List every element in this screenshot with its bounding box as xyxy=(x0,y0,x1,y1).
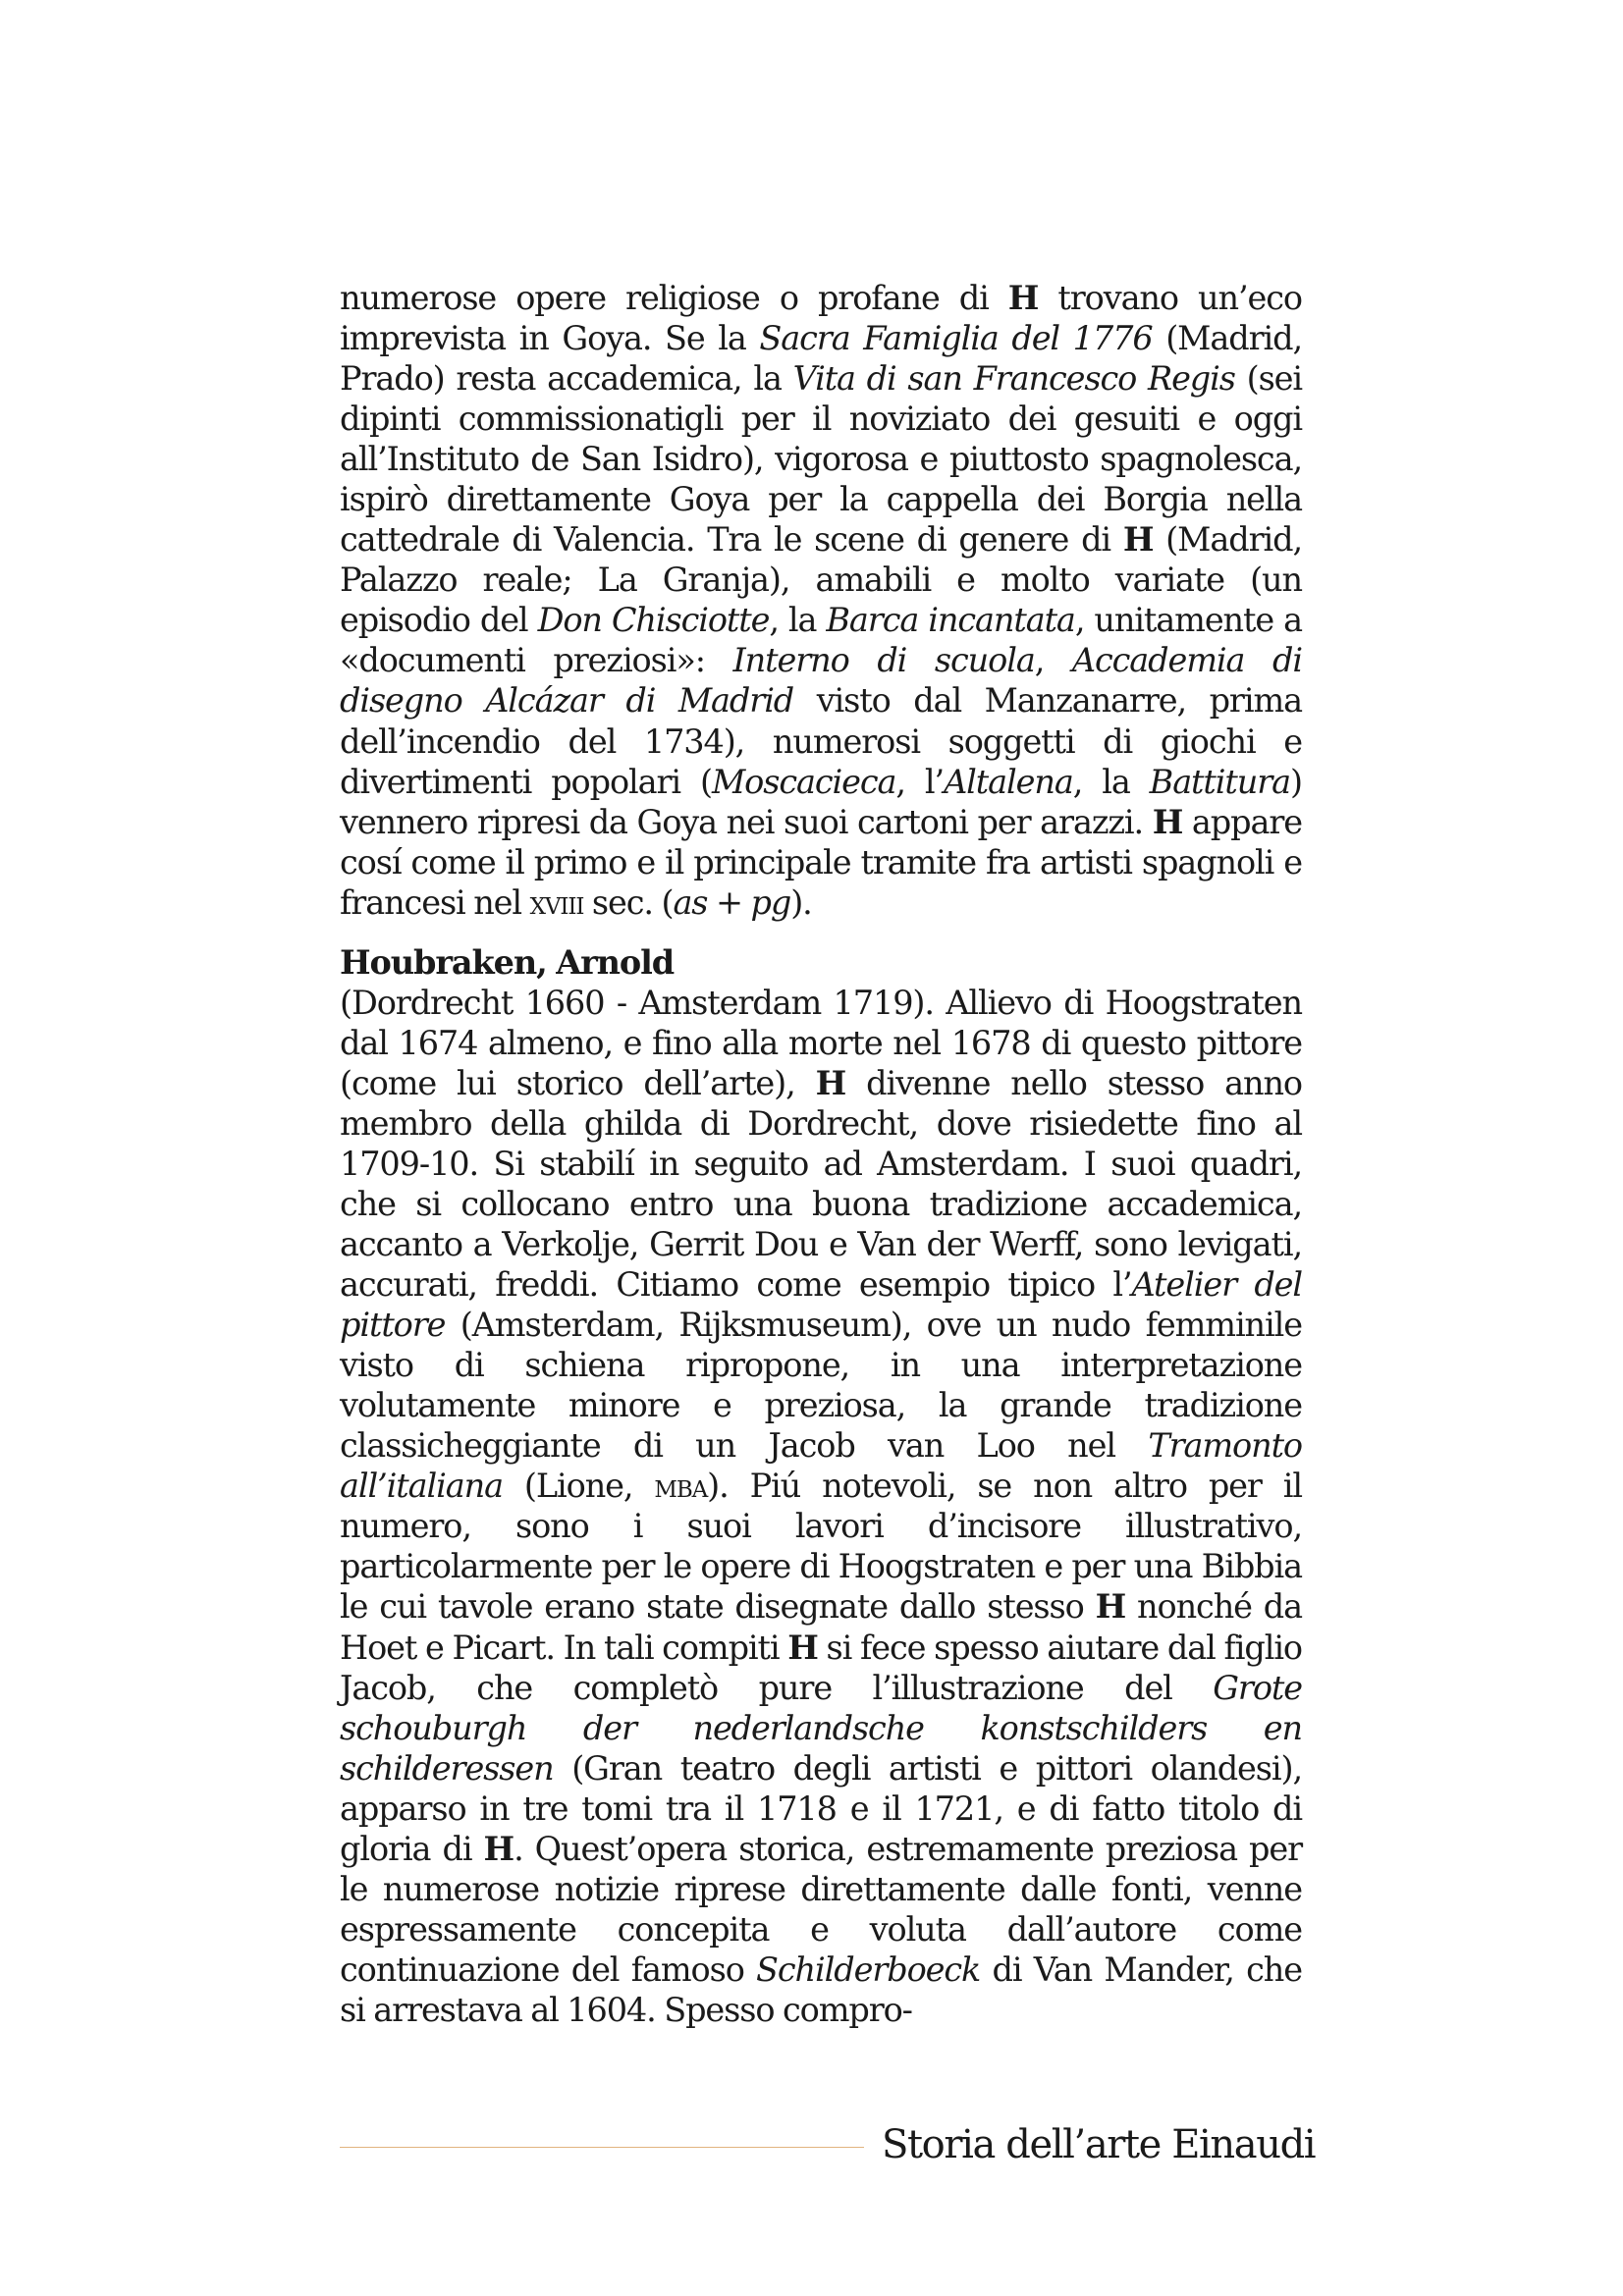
text-run: numerose opere religiose o profane di xyxy=(340,279,1008,317)
text-run: . Quest’opera storica, estremamente preziosa per le numerose notizie riprese direttamente dalle fonti, venne espressamente concepita e voluta dall’autore come continuazione del famoso xyxy=(340,1829,1302,1989)
text-run: (Dordrecht 1660 - Amsterdam 1719). Allievo di Hoogstraten dal 1674 almeno, e fino alla morte nel 1678 di questo pittore (come lui storico dell’arte), xyxy=(340,983,1302,1102)
italic-title: Moscacieca xyxy=(711,762,896,801)
italic-title: Vita di san Francesco Regis xyxy=(792,359,1235,399)
text-run: visto dal Manzanarre, prima dell’incendio del 1734), numerosi soggetti di giochi e divertimenti popolari ( xyxy=(340,681,1302,801)
footer-rule xyxy=(340,2147,864,2148)
text-run: di Van Mander, che si arrestava al 1604. Spesso compro- xyxy=(340,1949,1302,2029)
bold-abbreviation: H xyxy=(1122,520,1154,560)
italic-title: as xyxy=(673,882,708,922)
bold-abbreviation: H xyxy=(483,1829,514,1868)
text-run: nonché da Hoet e Picart. In tali compiti xyxy=(340,1587,1302,1667)
small-caps-text: xviii xyxy=(529,882,584,922)
text-run: appare cosí come il primo e il principale tramite fra artisti spagnoli e francesi nel xyxy=(340,802,1303,922)
entry-heading: Houbraken, Arnold xyxy=(340,942,675,982)
text-run: ). Piú notevoli, se non altro per il numero, sono i suoi lavori d’incisore illustrativo, particolarmente per le opere di Hoogstraten e per una Bibbia le cui tavole erano state disegnate dallo stesso xyxy=(340,1467,1302,1627)
bold-abbreviation: H xyxy=(1152,802,1183,841)
italic-title: Schilderboeck xyxy=(756,1949,981,1989)
text-run: (sei dipinti commissionatigli per il noviziato dei gesuiti e oggi all’Instituto de San Isidro), vigorosa e piuttosto spagnolesca, ispirò direttamente Goya per la cappella dei Borgia nella cattedrale di Valencia. Tra le scene di genere di xyxy=(340,359,1302,560)
footer-title: Storia dell’arte Einaudi xyxy=(882,2122,1316,2167)
text-run: , la xyxy=(1072,762,1150,801)
bold-abbreviation: H xyxy=(1007,279,1039,317)
main-text-column xyxy=(340,278,1302,2030)
italic-title: Grote schouburgh der nederlandsche konstschilders en schilderessen xyxy=(340,1668,1302,1788)
text-run: ). xyxy=(790,882,812,922)
text-run: , xyxy=(1034,641,1072,680)
italic-title: Altalena xyxy=(944,762,1073,801)
text-run: + xyxy=(707,882,751,922)
bold-abbreviation: H xyxy=(815,1063,846,1102)
text-run: si fece spesso aiutare dal figlio Jacob, che completò pure l’illustrazione del xyxy=(340,1628,1302,1707)
text-run: (Lione, xyxy=(502,1467,655,1506)
paragraph-hubert-robert-continuation xyxy=(340,278,1302,923)
italic-title: Sacra Famiglia del 1776 xyxy=(759,319,1153,358)
small-caps-text: mba xyxy=(654,1467,708,1506)
text-run: (Gran teatro degli artisti e pittori olandesi), apparso in tre tomi tra il 1718 e il 1721, e di fatto titolo di gloria di xyxy=(340,1748,1302,1868)
text-run: (Amsterdam, Rijksmuseum), ove un nudo femminile visto di schiena ripropone, in una interpretazione volutamente minore e preziosa, la grande tradizione classicheggiante di un Jacob van Loo nel xyxy=(340,1306,1302,1466)
italic-title: Barca incantata xyxy=(826,601,1075,640)
text-run: (Madrid, Palazzo reale; La Granja), amabili e molto variate (un episodio del xyxy=(340,520,1302,640)
bold-abbreviation: H xyxy=(1095,1587,1126,1627)
text-run: sec. ( xyxy=(583,882,674,922)
text-run: ) vennero ripresi da Goya nei suoi cartoni per arazzi. xyxy=(340,762,1303,841)
italic-title: Accademia di disegno Alcázar di Madrid xyxy=(340,641,1302,721)
italic-title: pg xyxy=(750,882,791,922)
entry-body-houbraken xyxy=(340,983,1302,2030)
text-run: divenne nello stesso anno membro della ghilda di Dordrecht, dove risiedette fino al 1709-10. Si stabilí in seguito ad Amsterdam. I suoi quadri, che si collocano entro una buona tradizione accademica, accanto a Verkolje, Gerrit Dou e Van der Werff, sono levigati, accurati, freddi. Citiamo come esempio tipico l’ xyxy=(340,1063,1302,1305)
italic-title: Don Chisciotte xyxy=(537,601,770,640)
text-run: , l’ xyxy=(895,762,945,801)
text-run: , unitamente a «documenti preziosi»: xyxy=(340,601,1302,680)
italic-title: Battitura xyxy=(1149,762,1291,801)
italic-title: Tramonto all’italiana xyxy=(340,1426,1302,1506)
italic-title: Interno di scuola xyxy=(732,641,1035,680)
text-run: trovano un’eco imprevista in Goya. Se la xyxy=(340,279,1303,358)
bold-abbreviation: H xyxy=(787,1628,818,1667)
text-run: (Madrid, Prado) resta accademica, la xyxy=(340,319,1303,399)
text-run: , la xyxy=(769,601,827,640)
italic-title: Atelier del pittore xyxy=(340,1265,1302,1345)
